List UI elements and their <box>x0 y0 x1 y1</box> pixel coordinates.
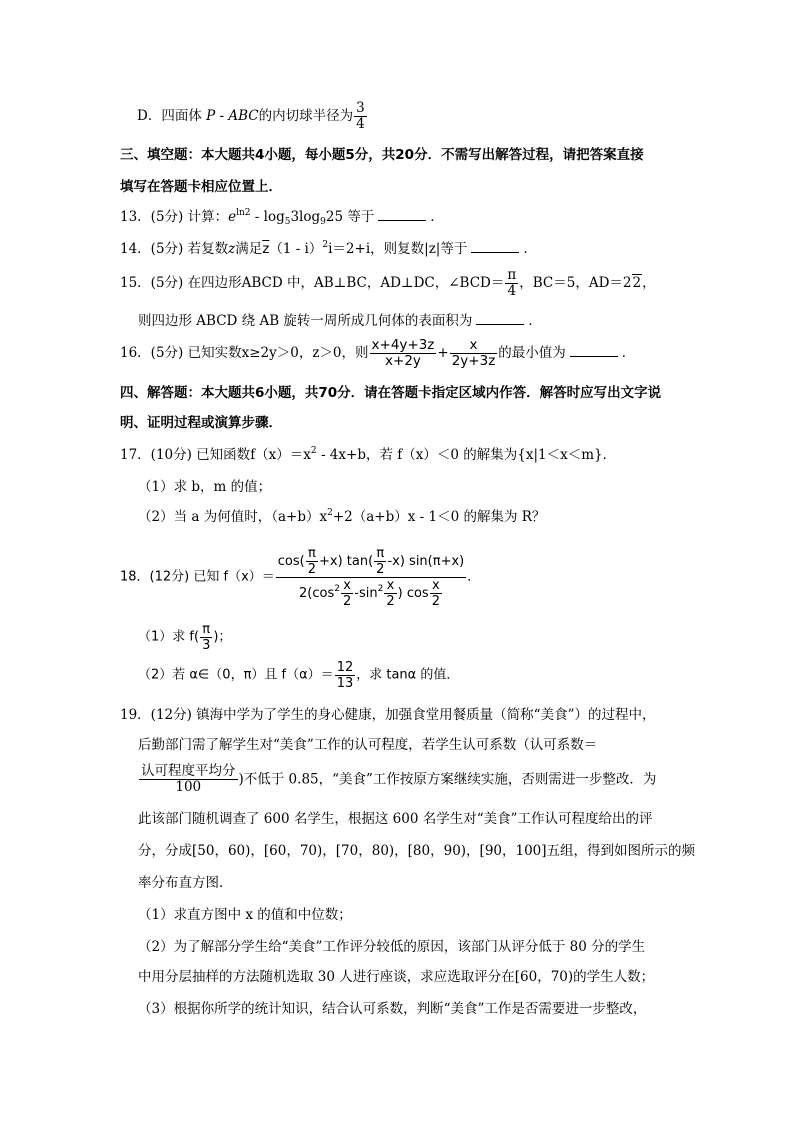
question-19-line-2: 后勤部门需了解学生对“美食”工作的认可程度，若学生认可系数（认可系数＝ <box>138 737 598 753</box>
fraction: $\frac{\text{认可程度平均分}}{100}$ <box>141 763 236 795</box>
question-19-line-5: 分，分成[50，60)，[60，70)，[70，80)，[80，90)，[90，100]五组，得到如图所示的频 <box>138 843 696 859</box>
section-3-heading: 三、填空题：本大题共4小题，每小题5分，共20分．不需写出解答过程，请把答案直接 <box>120 147 644 163</box>
question-17-part-1: （1）求 b，m 的值； <box>138 479 272 495</box>
question-18: 18．(12分) 已知 f（x）＝ cos( $\frac{\pi}{2}$ +x) tan( $\frac{\pi}{2}$ -x) sin(π+x) $2(\cos^2$ $\frac{x}{2}$ $-\sin^2$ $\frac{x}{2}$ ) cos $\frac{x}{2}$ ． <box>120 546 481 609</box>
question-19-line-4: 此该部门随机调查了 600 名学生，根据这 600 名学生对“美食”工作认可程度给出的评 <box>138 811 653 827</box>
question-19-part-2: （2）为了解部分学生给“美食”工作评分较低的原因，该部门从评分低于 80 分的学生 <box>138 939 646 955</box>
section-4-heading: 四、解答题：本大题共6小题，共70分．请在答题卡指定区域内作答．解答时应写出文字说 <box>120 385 662 401</box>
answer-blank <box>476 312 524 325</box>
answer-blank <box>378 208 426 221</box>
question-14: 14．(5分) 若复数z满足$\overline{z}(1 - i)^2i=2+i$，则复数|z|等于 ． <box>120 240 537 257</box>
question-13: 13．(5分) 计算：$e^{ln2} - \log_53\log_925$ 等于 ． <box>120 208 444 227</box>
question-19: 19．(12分) 镇海中学为了学生的身心健康，加强食堂用餐质量（简称“美食”）的过程中， <box>120 707 656 723</box>
question-19-line-6: 率分布直方图． <box>138 875 233 891</box>
answer-blank <box>570 344 618 357</box>
section-3-heading-cont: 填写在答题卡相应位置上． <box>120 179 282 195</box>
question-18-part-2: （2）若 α∈（0，π）且 f（α）＝ $\frac{12}{13}$ ，求 tanα 的值． <box>138 660 460 691</box>
fraction: $\frac{3}{4}$ <box>356 100 365 132</box>
question-19-line-3: $\frac{\text{认可程度平均分}}{100}$ )不低于 0.85，“美食”工作按原方案继续实施，否则需进一步整改．为 <box>141 763 657 795</box>
question-15-cont: 则四边形 ABCD 绕 AB 旋转一周所成几何体的表面积为 ． <box>138 313 542 329</box>
question-16: 16．(5分) 已知实数x≥2y＞0，z＞0，则 $\frac{x+4y+3z}{x+2y}$ + $\frac{x}{2y+3z}$ 的最小值为 ． <box>120 337 636 369</box>
question-18-part-1: （1）求 f( $\frac{\pi}{3}$ )； <box>138 622 232 653</box>
fraction: $\frac{x+4y+3z}{x+2y}$ <box>371 337 435 369</box>
question-19-part-1: （1）求直方图中 x 的值和中位数； <box>138 907 352 923</box>
fraction: $\frac{\pi}{4}$ <box>507 267 517 299</box>
section-4-heading-cont: 明、证明过程或演算步骤． <box>120 415 282 431</box>
question-19-part-3: （3）根据你所学的统计知识，结合认可系数，判断“美食”工作是否需要进一步整改， <box>138 1001 647 1017</box>
question-17: 17．(10分) 已知函数$f(x)=x^2 - 4x+b$，若 f（x）＜0 的解集为{x|1＜x＜m}． <box>120 446 617 463</box>
option-d: D．四面体 P - ABC的内切球半径为 $\frac{3}{4}$ <box>137 100 365 132</box>
question-19-part-2-cont: 中用分层抽样的方法随机选取 30 人进行座谈，求应选取评分在[60，70)的学生人数； <box>138 969 655 985</box>
fraction: $\frac{x}{2y+3z}$ <box>451 337 496 369</box>
question-17-part-2: （2）当 a 为何值时，$(a+b)x^2+2(a+b)x - 1<0$ 的解集为 R？ <box>138 508 546 525</box>
function-fraction: cos( $\frac{\pi}{2}$ +x) tan( $\frac{\pi}{2}$ -x) sin(π+x) $2(\cos^2$ $\frac{x}{2}$ $-\sin^2$ $\frac{x}{2}$ ) cos $\frac{x}{2}$ <box>277 546 465 609</box>
question-15: 15．(5分) 在四边形ABCD 中，AB⊥BC，AD⊥DC，∠BCD＝ $\frac{\pi}{4}$ ，BC＝5，AD＝22， <box>120 267 656 299</box>
answer-blank <box>471 240 519 253</box>
